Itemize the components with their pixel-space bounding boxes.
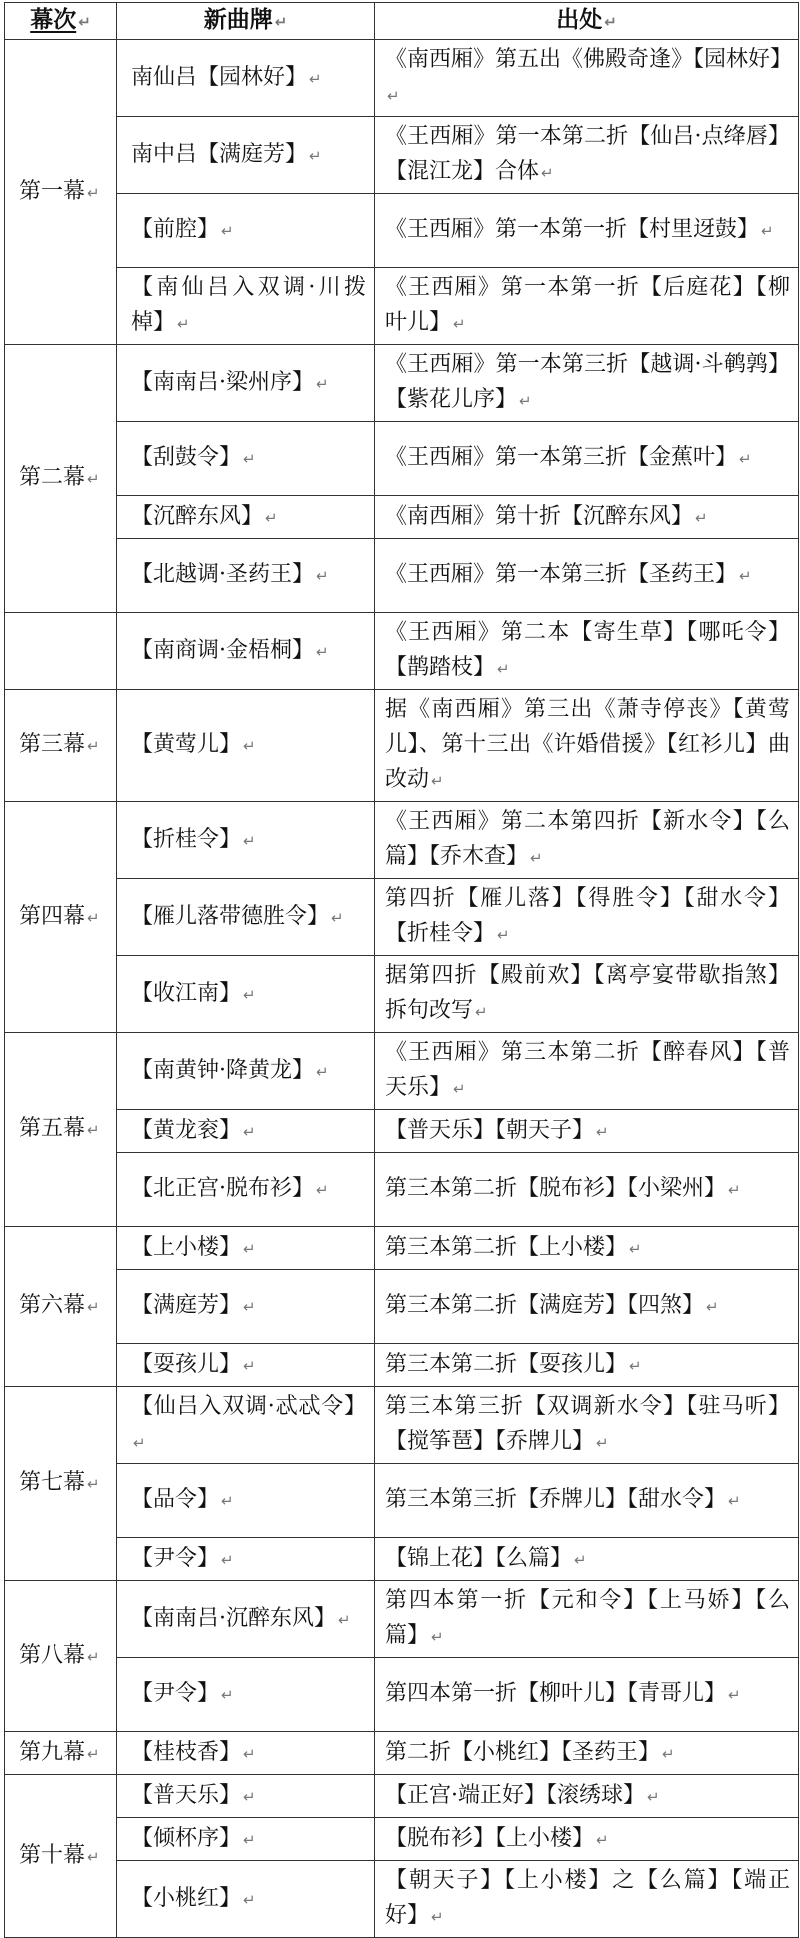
paragraph-mark-icon: ↵ [243, 1787, 256, 1806]
source-cell-text: 第二折【小桃红】【圣药王】 [385, 1739, 661, 1765]
table-row [5, 1538, 799, 1581]
table-row [5, 613, 799, 690]
tune-cell [117, 268, 375, 345]
act-cell [5, 1732, 117, 1775]
source-cell-text: 【锦上花】【么篇】 [385, 1545, 573, 1571]
source-cell-text: 【脱布衫】【上小楼】 [385, 1825, 595, 1851]
tune-source-table [4, 2, 799, 1938]
paragraph-mark-icon: ↵ [221, 1686, 234, 1704]
paragraph-mark-icon: ↵ [243, 1298, 256, 1316]
act-label: 第八幕 [19, 1642, 86, 1668]
paragraph-mark-icon: ↵ [519, 392, 532, 410]
source-cell-text: 【普天乐】【朝天子】 [385, 1117, 595, 1143]
paragraph-mark-icon: ↵ [739, 450, 752, 468]
table-row [5, 268, 799, 345]
source-cell-text: 《南西厢》第十折【沉醉东风】 [385, 503, 694, 529]
source-cell [375, 1538, 799, 1581]
paragraph-mark-icon: ↵ [133, 1434, 146, 1452]
source-cell-text: 《王西厢》第二本【寄生草】【哪吒令】【鹊踏枝】 [385, 620, 790, 680]
source-cell-text: 《南西厢》第五出《佛殿奇逢》【园林好】 [385, 47, 793, 72]
tune-cell-text: 【耍孩儿】 [131, 1351, 242, 1377]
act-label: 第四幕 [19, 903, 86, 929]
source-cell [375, 268, 799, 345]
source-cell [375, 879, 799, 956]
source-cell [375, 690, 799, 802]
paragraph-mark-icon: ↵ [761, 222, 774, 240]
table-row [5, 1732, 799, 1775]
header-row [5, 3, 799, 40]
tune-cell-text: 【普天乐】 [131, 1782, 242, 1808]
act-cell [5, 690, 117, 802]
tune-cell-text: 【北正宫·脱布衫】 [131, 1176, 314, 1201]
source-cell-text: 《王西厢》第一本第三折【越调·斗鹌鹑】【紫花儿序】 [385, 352, 790, 412]
paragraph-mark-icon: ↵ [695, 508, 708, 527]
tune-cell-text: 【尹令】 [131, 1681, 220, 1706]
act-label: 第六幕 [19, 1293, 86, 1318]
paragraph-mark-icon: ↵ [243, 737, 256, 755]
paragraph-mark-icon: ↵ [431, 1628, 444, 1646]
table-row [5, 1464, 799, 1538]
source-cell-text: 第三本第三折【双调新水令】【驻马听】【搅筝琶】【乔牌儿】 [385, 1394, 790, 1454]
paragraph-mark-icon: ↵ [541, 164, 554, 182]
tune-cell-text: 【收江南】 [131, 980, 242, 1006]
source-cell [375, 1033, 799, 1110]
table-row [5, 1110, 799, 1153]
act-cell [5, 1387, 117, 1581]
paragraph-mark-icon: ↵ [87, 470, 100, 488]
paragraph-mark-icon: ↵ [243, 1356, 256, 1375]
paragraph-mark-icon: ↵ [596, 1830, 609, 1849]
source-cell [375, 117, 799, 194]
paragraph-mark-icon: ↵ [530, 849, 543, 867]
act-label: 第十幕 [19, 1842, 86, 1868]
source-cell-text: 第三本第二折【满庭芳】【四煞】 [385, 1293, 705, 1318]
paragraph-mark-icon: ↵ [387, 87, 400, 105]
source-cell [375, 1270, 799, 1344]
source-cell-text: 第三本第三折【乔牌儿】【甜水令】 [385, 1487, 727, 1512]
paragraph-mark-icon: ↵ [221, 1492, 234, 1510]
table-row [5, 422, 799, 496]
table-body [5, 40, 799, 1938]
tune-cell-text: 【仙吕入双调·忒忒令】 [131, 1394, 366, 1419]
tune-cell-text: 【品令】 [131, 1487, 220, 1512]
paragraph-mark-icon: ↵ [243, 831, 256, 850]
paragraph-mark-icon: ↵ [243, 450, 256, 468]
paragraph-mark-icon: ↵ [604, 13, 617, 31]
table-row [5, 117, 799, 194]
paragraph-mark-icon: ↵ [662, 1744, 675, 1763]
table-row [5, 879, 799, 956]
paragraph-mark-icon: ↵ [87, 1744, 100, 1763]
source-cell-text: 《王西厢》第一本第三折【圣药王】 [385, 562, 738, 587]
tune-cell [117, 690, 375, 802]
source-cell [375, 1110, 799, 1153]
source-cell-text: 第三本第二折【上小楼】 [385, 1234, 628, 1260]
act-cell [5, 1581, 117, 1732]
paragraph-mark-icon: ↵ [221, 222, 234, 240]
tune-cell [117, 1270, 375, 1344]
paragraph-mark-icon: ↵ [78, 13, 91, 31]
paragraph-mark-icon: ↵ [316, 1181, 329, 1199]
source-cell [375, 1387, 799, 1464]
source-cell-text: 《王西厢》第一本第一折【村里迓鼓】 [385, 217, 760, 242]
tune-cell-text: 南仙吕【园林好】 [131, 64, 308, 90]
act-label: 第一幕 [19, 178, 86, 204]
tune-cell [117, 1110, 375, 1153]
paragraph-mark-icon: ↵ [87, 1475, 100, 1493]
paragraph-mark-icon: ↵ [316, 374, 329, 393]
paragraph-mark-icon: ↵ [316, 642, 329, 661]
tune-cell-text: 南中吕【满庭芳】 [131, 141, 308, 167]
tune-cell [117, 802, 375, 879]
table-row [5, 40, 799, 117]
act-label: 第五幕 [19, 1116, 86, 1141]
paragraph-mark-icon: ↵ [243, 1890, 256, 1909]
paragraph-mark-icon: ↵ [265, 508, 278, 527]
table-row [5, 1818, 799, 1861]
act-cell [5, 613, 117, 690]
tune-cell [117, 40, 375, 117]
tune-cell-text: 【倾杯序】 [131, 1825, 242, 1851]
source-cell [375, 613, 799, 690]
source-cell [375, 40, 799, 117]
tune-cell [117, 1464, 375, 1538]
tune-cell [117, 1153, 375, 1227]
act-label: 第九幕 [19, 1739, 86, 1765]
source-cell-text: 第四本第一折【元和令】【上马娇】【么篇】 [385, 1588, 790, 1648]
act-label: 第七幕 [19, 1470, 86, 1495]
tune-cell [117, 539, 375, 613]
act-cell [5, 1775, 117, 1938]
paragraph-mark-icon: ↵ [87, 1298, 100, 1316]
paragraph-mark-icon: ↵ [431, 1908, 444, 1926]
tune-cell-text: 【黄龙衮】 [131, 1117, 242, 1143]
source-cell [375, 1732, 799, 1775]
table-row [5, 1775, 799, 1818]
table-row [5, 1387, 799, 1464]
paragraph-mark-icon: ↵ [87, 183, 100, 202]
paragraph-mark-icon: ↵ [453, 1080, 466, 1098]
header-act: 幕次 ↵ [5, 3, 117, 40]
tune-cell [117, 1818, 375, 1861]
tune-cell-text: 【北越调·圣药王】 [131, 562, 314, 587]
act-label: 第三幕 [19, 732, 86, 757]
paragraph-mark-icon: ↵ [497, 660, 510, 678]
source-cell-text: 【朝天子】【上小楼】之【么篇】【端正好】 [385, 1868, 790, 1928]
source-cell [375, 1861, 799, 1938]
paragraph-mark-icon: ↵ [309, 69, 322, 88]
tune-cell [117, 1861, 375, 1938]
source-cell-text: 《王西厢》第一本第二折【仙吕·点绛唇】【混江龙】合体 [385, 124, 790, 184]
paragraph-mark-icon: ↵ [221, 1550, 234, 1569]
source-cell [375, 1581, 799, 1658]
source-cell-text: 第四折【雁儿落】【得胜令】【甜水令】【折桂令】 [385, 886, 790, 946]
table-row [5, 496, 799, 539]
paragraph-mark-icon: ↵ [243, 1122, 256, 1141]
paragraph-mark-icon: ↵ [739, 567, 752, 585]
paragraph-mark-icon: ↵ [243, 985, 256, 1004]
paragraph-mark-icon: ↵ [497, 926, 510, 944]
paragraph-mark-icon: ↵ [316, 1062, 329, 1081]
paragraph-mark-icon: ↵ [706, 1298, 719, 1316]
table-row [5, 956, 799, 1033]
paragraph-mark-icon: ↵ [309, 146, 322, 165]
tune-cell [117, 1387, 375, 1464]
tune-cell [117, 1581, 375, 1658]
tune-cell-text: 【沉醉东风】 [131, 503, 264, 529]
source-cell [375, 802, 799, 879]
source-cell-text: 《王西厢》第三本第二折【醉春风】【普天乐】 [385, 1040, 790, 1100]
source-cell [375, 1775, 799, 1818]
table-row [5, 1270, 799, 1344]
tune-cell-text: 【南仙吕入双调·川拨棹】 [131, 275, 366, 335]
paragraph-mark-icon: ↵ [596, 1434, 609, 1452]
paragraph-mark-icon: ↵ [177, 315, 190, 333]
paragraph-mark-icon: ↵ [316, 567, 329, 585]
tune-cell-text: 【上小楼】 [131, 1234, 242, 1260]
paragraph-mark-icon: ↵ [453, 315, 466, 333]
table-row [5, 1581, 799, 1658]
paragraph-mark-icon: ↵ [431, 772, 444, 790]
tune-cell [117, 117, 375, 194]
source-cell [375, 1153, 799, 1227]
table-row [5, 1344, 799, 1387]
tune-cell [117, 1344, 375, 1387]
act-cell [5, 40, 117, 345]
paragraph-mark-icon: ↵ [629, 1356, 642, 1375]
source-cell-text: 第四本第一折【柳叶儿】【青哥儿】 [385, 1681, 727, 1706]
header-tune: 新曲牌 ↵ [117, 3, 375, 40]
tune-cell-text: 【南黄钟·降黄龙】 [131, 1057, 314, 1083]
act-label: 第二幕 [19, 465, 86, 490]
source-cell [375, 1658, 799, 1732]
header-source: 出处 ↵ [375, 3, 799, 40]
tune-cell [117, 879, 375, 956]
tune-cell-text: 【黄莺儿】 [131, 732, 242, 757]
tune-cell [117, 956, 375, 1033]
paragraph-mark-icon: ↵ [338, 1610, 351, 1629]
source-cell [375, 194, 799, 268]
paragraph-mark-icon: ↵ [728, 1686, 741, 1704]
paragraph-mark-icon: ↵ [629, 1239, 642, 1258]
source-cell-text: 《王西厢》第二本第四折【新水令】【么篇】【乔木查】 [385, 809, 790, 869]
paragraph-mark-icon: ↵ [647, 1787, 660, 1806]
tune-cell [117, 613, 375, 690]
table-row [5, 1153, 799, 1227]
table-row [5, 1861, 799, 1938]
tune-cell [117, 194, 375, 268]
source-cell [375, 539, 799, 613]
source-cell [375, 345, 799, 422]
paragraph-mark-icon: ↵ [87, 737, 100, 755]
source-cell-text: 第三本第二折【脱布衫】【小梁州】 [385, 1176, 727, 1201]
paragraph-mark-icon: ↵ [87, 1847, 100, 1866]
source-cell-text: 据第四折【殿前欢】【离亭宴带歇指煞】拆句改写 [385, 963, 790, 1023]
tune-cell-text: 【雁儿落带德胜令】 [131, 903, 330, 929]
table-row [5, 1033, 799, 1110]
table-row [5, 802, 799, 879]
tune-cell-text: 【南南吕·沉醉东风】 [131, 1605, 336, 1631]
table-row [5, 690, 799, 802]
table-row [5, 1658, 799, 1732]
tune-cell-text: 【南南吕·梁州序】 [131, 369, 314, 395]
source-cell [375, 1344, 799, 1387]
tune-cell-text: 【折桂令】 [131, 826, 242, 852]
source-cell-text: 《王西厢》第一本第三折【金蕉叶】 [385, 445, 738, 470]
tune-cell [117, 1033, 375, 1110]
paragraph-mark-icon: ↵ [87, 1121, 100, 1139]
table-row [5, 539, 799, 613]
paragraph-mark-icon: ↵ [274, 13, 288, 31]
paragraph-mark-icon: ↵ [243, 1239, 256, 1258]
act-cell [5, 345, 117, 613]
source-cell [375, 1227, 799, 1270]
source-cell-text: 据《南西厢》第三出《萧寺停丧》【黄莺儿】、第十三出《许婚借援》【红衫儿】曲改动 [385, 697, 790, 792]
act-cell [5, 802, 117, 1033]
paragraph-mark-icon: ↵ [243, 1830, 256, 1849]
source-cell-text: 第三本第二折【耍孩儿】 [385, 1351, 628, 1377]
source-cell-text: 【正宫·端正好】【滚绣球】 [385, 1782, 645, 1808]
paragraph-mark-icon: ↵ [574, 1550, 587, 1569]
act-cell [5, 1033, 117, 1227]
tune-cell-text: 【尹令】 [131, 1545, 220, 1571]
source-cell [375, 956, 799, 1033]
tune-cell-text: 【刮鼓令】 [131, 445, 242, 470]
source-cell [375, 496, 799, 539]
paragraph-mark-icon: ↵ [331, 908, 344, 927]
tune-cell [117, 496, 375, 539]
tune-cell-text: 【满庭芳】 [131, 1293, 242, 1318]
tune-cell [117, 345, 375, 422]
source-cell [375, 422, 799, 496]
paragraph-mark-icon: ↵ [728, 1492, 741, 1510]
table-row [5, 1227, 799, 1270]
tune-cell-text: 【前腔】 [131, 217, 220, 242]
tune-cell-text: 【桂枝香】 [131, 1739, 242, 1765]
source-cell [375, 1818, 799, 1861]
tune-cell [117, 1732, 375, 1775]
paragraph-mark-icon: ↵ [243, 1744, 256, 1763]
paragraph-mark-icon: ↵ [596, 1122, 609, 1141]
paragraph-mark-icon: ↵ [87, 908, 100, 927]
table-row [5, 345, 799, 422]
tune-cell [117, 1538, 375, 1581]
tune-cell [117, 422, 375, 496]
act-cell [5, 1227, 117, 1387]
tune-cell-text: 【小桃红】 [131, 1885, 242, 1911]
paragraph-mark-icon: ↵ [475, 1003, 488, 1021]
paragraph-mark-icon: ↵ [728, 1181, 741, 1199]
tune-cell [117, 1227, 375, 1270]
table-row [5, 194, 799, 268]
source-cell-text: 《王西厢》第一本第一折【后庭花】【柳叶儿】 [385, 275, 790, 335]
tune-cell [117, 1658, 375, 1732]
source-cell [375, 1464, 799, 1538]
table-header [5, 3, 799, 40]
tune-cell [117, 1775, 375, 1818]
tune-cell-text: 【南商调·金梧桐】 [131, 637, 314, 663]
paragraph-mark-icon: ↵ [87, 1647, 100, 1666]
